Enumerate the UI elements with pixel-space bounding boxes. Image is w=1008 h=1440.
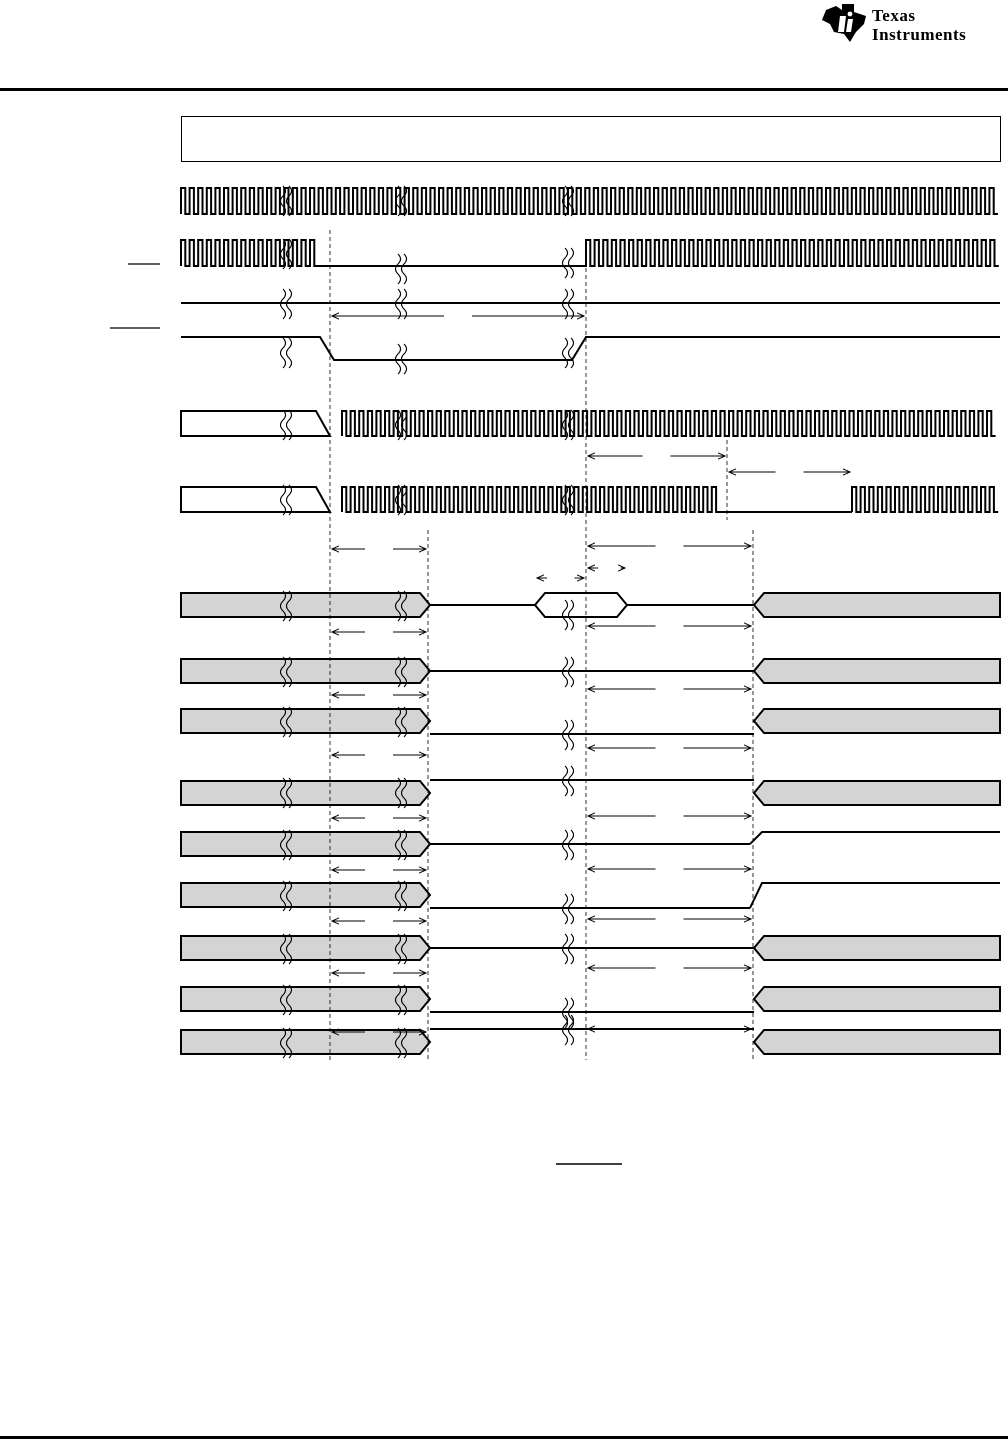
- clock-3-start: [181, 411, 330, 436]
- clock-signals: [181, 188, 999, 512]
- bus-row-5-left: [181, 832, 430, 856]
- break-right-4-b: [569, 338, 574, 368]
- break-mid-2-b: [402, 254, 407, 284]
- bus-row-2-right: [754, 659, 1000, 683]
- break-left-4: [281, 338, 286, 368]
- bus-signals: [181, 593, 1000, 1054]
- bus-row-6-right: [750, 883, 1000, 908]
- bus-row-1-left: [181, 593, 430, 617]
- bus-row-9-right: [754, 1030, 1000, 1054]
- break-right-4: [563, 338, 568, 368]
- clock-1-wave: [181, 188, 998, 214]
- clock-4-wave-a: [342, 487, 852, 512]
- bus-row-8-right: [754, 987, 1000, 1011]
- bus-row-6-left: [181, 883, 430, 907]
- bus-row-3-left: [181, 709, 430, 733]
- clock-4-wave-b: [852, 487, 998, 512]
- bus-row-2-left: [181, 659, 430, 683]
- clock-4-start: [181, 487, 330, 512]
- bus-row-7-left: [181, 936, 430, 960]
- bus-row-3-right: [754, 709, 1000, 733]
- bus-row-5-right: [750, 832, 1000, 844]
- level-signal-2: [181, 337, 1000, 360]
- company-name-line2: Instruments: [872, 25, 967, 44]
- break-left-6: [281, 485, 286, 515]
- level-signals: [181, 303, 1000, 360]
- bus-row-7-right: [754, 936, 1000, 960]
- break-left-6-b: [287, 485, 292, 515]
- bus-row-1-right: [754, 593, 1000, 617]
- break-right-2: [563, 248, 568, 278]
- clock-3-wave: [342, 411, 996, 436]
- bus-row-4-left: [181, 781, 430, 805]
- footer-rule: [0, 1436, 1008, 1439]
- company-name-line1: Texas: [872, 6, 916, 25]
- break-left-4-b: [287, 338, 292, 368]
- break-mid-2: [396, 254, 401, 284]
- bus-row-4-right: [754, 781, 1000, 805]
- break-right-2-b: [569, 248, 574, 278]
- bus-row-8-left: [181, 987, 430, 1011]
- clock-2-wave: [181, 240, 999, 266]
- break-marks: [281, 186, 574, 1058]
- bus-row-1-valid-window: [535, 593, 627, 617]
- bus-row-9-left: [181, 1030, 430, 1054]
